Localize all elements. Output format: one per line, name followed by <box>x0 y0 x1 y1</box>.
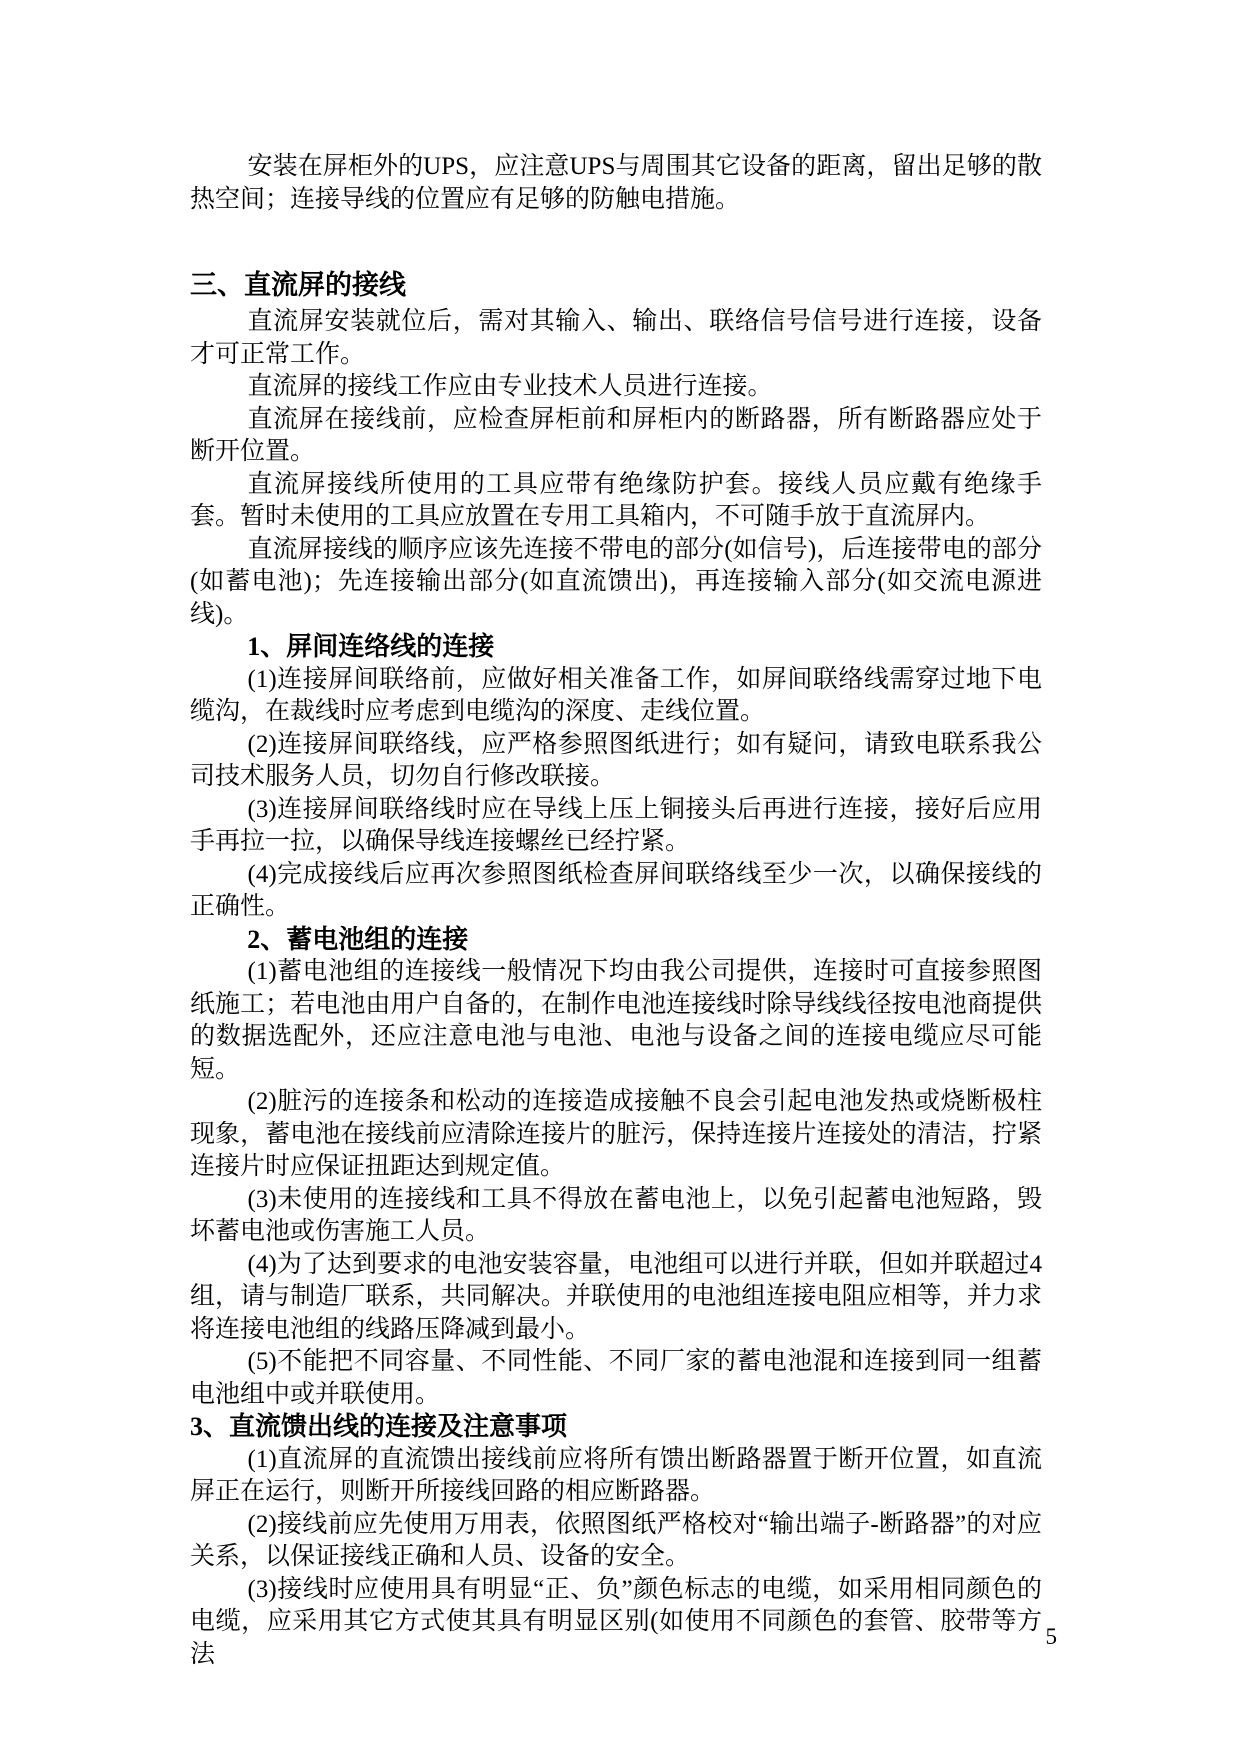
subsection-2-heading: 2、蓄电池组的连接 <box>247 924 469 954</box>
subsection-2-paragraph: (1)蓄电池组的连接线一般情况下均由我公司提供，连接时可直接参照图纸施工；若电池由用户自备的，在制作电池连接线时除导线线径按电池商提供的数据选配外，还应注意电池与电池、电池与设备之间的连接电缆应尽可能短。 <box>190 958 1042 1083</box>
section-paragraph: 直流屏在接线前，应检查屏柜前和屏柜内的断路器，所有断路器应处于断开位置。 <box>190 405 1042 465</box>
subsection-3-paragraph: (3)接线时应使用具有明显“正、负”颜色标志的电缆，如采用相同颜色的电缆，应采用其它方式使其具有明显区别(如使用不同颜色的套管、胶带等方法 <box>190 1575 1042 1668</box>
subsection-2-paragraph: (3)未使用的连接线和工具不得放在蓄电池上，以免引起蓄电池短路，毁坏蓄电池或伤害施工人员。 <box>190 1185 1042 1245</box>
subsection-1-paragraph: (3)连接屏间联络线时应在导线上压上铜接头后再进行连接，接好后应用手再拉一拉，以确保导线连接螺丝已经拧紧。 <box>190 795 1042 855</box>
intro-paragraph: 安装在屏柜外的UPS，应注意UPS与周围其它设备的距离，留出足够的散热空间；连接导线的位置应有足够的防触电措施。 <box>190 153 1042 213</box>
section-heading: 三、直流屏的接线 <box>190 270 406 300</box>
subsection-1-paragraph: (2)连接屏间联络线，应严格参照图纸进行；如有疑问，请致电联系我公司技术服务人员，切勿自行修改联接。 <box>190 730 1042 790</box>
subsection-3-heading: 3、直流馈出线的连接及注意事项 <box>190 1412 568 1441</box>
subsection-2-paragraph: (5)不能把不同容量、不同性能、不同厂家的蓄电池混和连接到同一组蓄电池组中或并联使用。 <box>190 1348 1042 1408</box>
page-number: 5 <box>1045 1624 1057 1649</box>
subsection-3-paragraph: (2)接线前应先使用万用表，依照图纸严格校对“输出端子-断路器”的对应关系，以保证接线正确和人员、设备的安全。 <box>190 1510 1042 1570</box>
document-text-block <box>190 151 1042 1671</box>
subsection-2-paragraph: (4)为了达到要求的电池安装容量，电池组可以进行并联，但如并联超过4组，请与制造厂联系，共同解决。并联使用的电池组连接电阻应相等，并力求将连接电池组的线路压降减到最小。 <box>190 1250 1042 1343</box>
subsection-2-paragraph: (2)脏污的连接条和松动的连接造成接触不良会引起电池发热或烧断极柱现象，蓄电池在接线前应清除连接片的脏污，保持连接片连接处的清洁，拧紧连接片时应保证扭距达到规定值。 <box>190 1088 1042 1180</box>
section-paragraph: 直流屏接线的顺序应该先连接不带电的部分(如信号)，后连接带电的部分(如蓄电池)；先连接输出部分(如直流馈出)，再连接输入部分(如交流电源进线)。 <box>190 535 1042 628</box>
subsection-1-paragraph: (1)连接屏间联络前，应做好相关准备工作，如屏间联络线需穿过地下电缆沟，在裁线时应考虑到电缆沟的深度、走线位置。 <box>190 665 1042 725</box>
subsection-1-heading: 1、屏间连络线的连接 <box>247 632 495 661</box>
subsection-3-paragraph: (1)直流屏的直流馈出接线前应将所有馈出断路器置于断开位置，如直流屏正在运行，则断开所接线回路的相应断路器。 <box>190 1445 1042 1505</box>
section-paragraph: 直流屏安装就位后，需对其输入、输出、联络信号信号进行连接，设备才可正常工作。 <box>190 308 1042 368</box>
section-paragraph: 直流屏的接线工作应由专业技术人员进行连接。 <box>247 373 773 400</box>
subsection-1-paragraph: (4)完成接线后应再次参照图纸检查屏间联络线至少一次，以确保接线的正确性。 <box>190 860 1042 920</box>
section-paragraph: 直流屏接线所使用的工具应带有绝缘防护套。接线人员应戴有绝缘手套。暂时未使用的工具应放置在专用工具箱内，不可随手放于直流屏内。 <box>190 470 1042 530</box>
